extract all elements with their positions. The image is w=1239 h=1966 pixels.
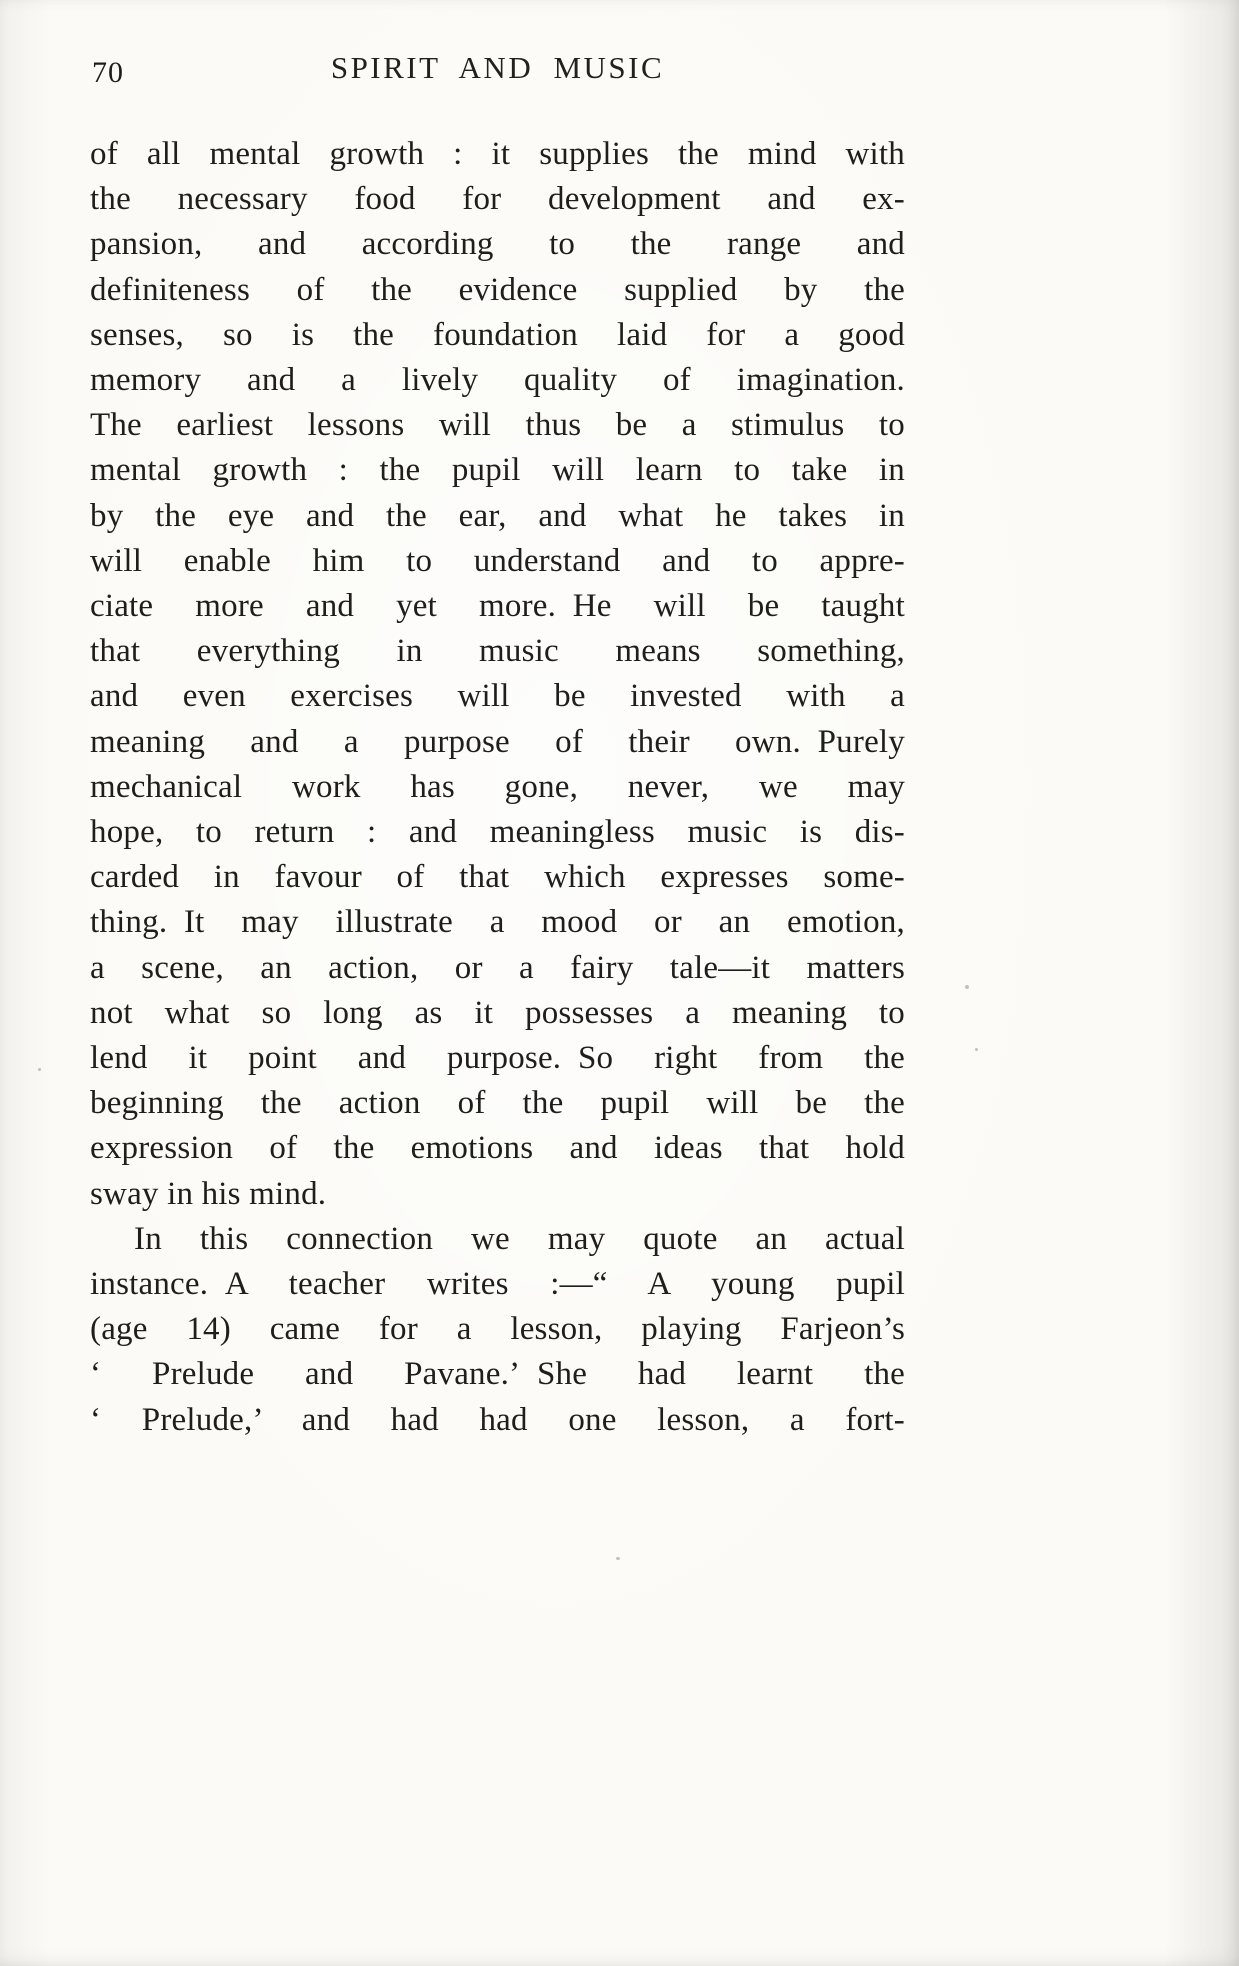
text-line: expression of the emotions and ideas that hold xyxy=(90,1130,905,1167)
scan-speck xyxy=(965,985,969,989)
text-line: (age 14) came for a lesson, playing Farjeon’s xyxy=(90,1311,905,1348)
text-line: definiteness of the evidence supplied by the xyxy=(90,271,905,308)
text-line: beginning the action of the pupil will be the xyxy=(90,1085,905,1122)
scan-speck xyxy=(38,1068,41,1071)
text-line: mental growth : the pupil will learn to take in xyxy=(90,452,905,489)
text-line: not what so long as it possesses a meaning to xyxy=(90,994,905,1031)
text-line: thing. It may illustrate a mood or an emotion, xyxy=(90,904,905,941)
text-line: mechanical work has gone, never, we may xyxy=(90,768,905,805)
text-line: ciate more and yet more. He will be taught xyxy=(90,588,905,625)
scan-speck xyxy=(616,1557,620,1560)
text-line: a scene, an action, or a fairy tale—it matters xyxy=(90,949,905,986)
text-line: hope, to return : and meaningless music is dis- xyxy=(90,814,905,851)
running-title: SPIRIT AND MUSIC xyxy=(330,50,665,85)
text-line: the necessary food for development and ex- xyxy=(90,181,905,218)
text-line: of all mental growth : it supplies the mind with xyxy=(90,136,905,172)
text-line: In this connection we may quote an actual xyxy=(134,1220,905,1257)
text-line: by the eye and the ear, and what he takes in xyxy=(90,497,905,534)
text-line: pansion, and according to the range and xyxy=(90,226,905,263)
text-line: carded in favour of that which expresses some- xyxy=(90,859,905,896)
text-line: that everything in music means something, xyxy=(90,633,905,670)
text-line: sway in his mind. xyxy=(90,1175,327,1212)
text-line: The earliest lessons will thus be a stimulus to xyxy=(90,407,905,444)
scan-speck xyxy=(975,1048,978,1051)
text-line: instance. A teacher writes :—“ A young pupil xyxy=(90,1266,905,1303)
text-block xyxy=(90,132,905,1443)
text-line: ‘ Prelude and Pavane.’ She had learnt the xyxy=(90,1356,905,1393)
text-line: meaning and a purpose of their own. Purely xyxy=(90,723,905,760)
text-line: senses, so is the foundation laid for a good xyxy=(90,316,905,353)
page-header xyxy=(90,50,905,92)
text-line: lend it point and purpose. So right from the xyxy=(90,1040,905,1077)
text-line: will enable him to understand and to appre- xyxy=(90,542,905,579)
text-line: and even exercises will be invested with a xyxy=(90,678,905,715)
text-line: ‘ Prelude,’ and had had one lesson, a fort- xyxy=(90,1401,905,1438)
page-number: 70 xyxy=(92,56,124,89)
text-line: memory and a lively quality of imagination. xyxy=(90,362,905,399)
